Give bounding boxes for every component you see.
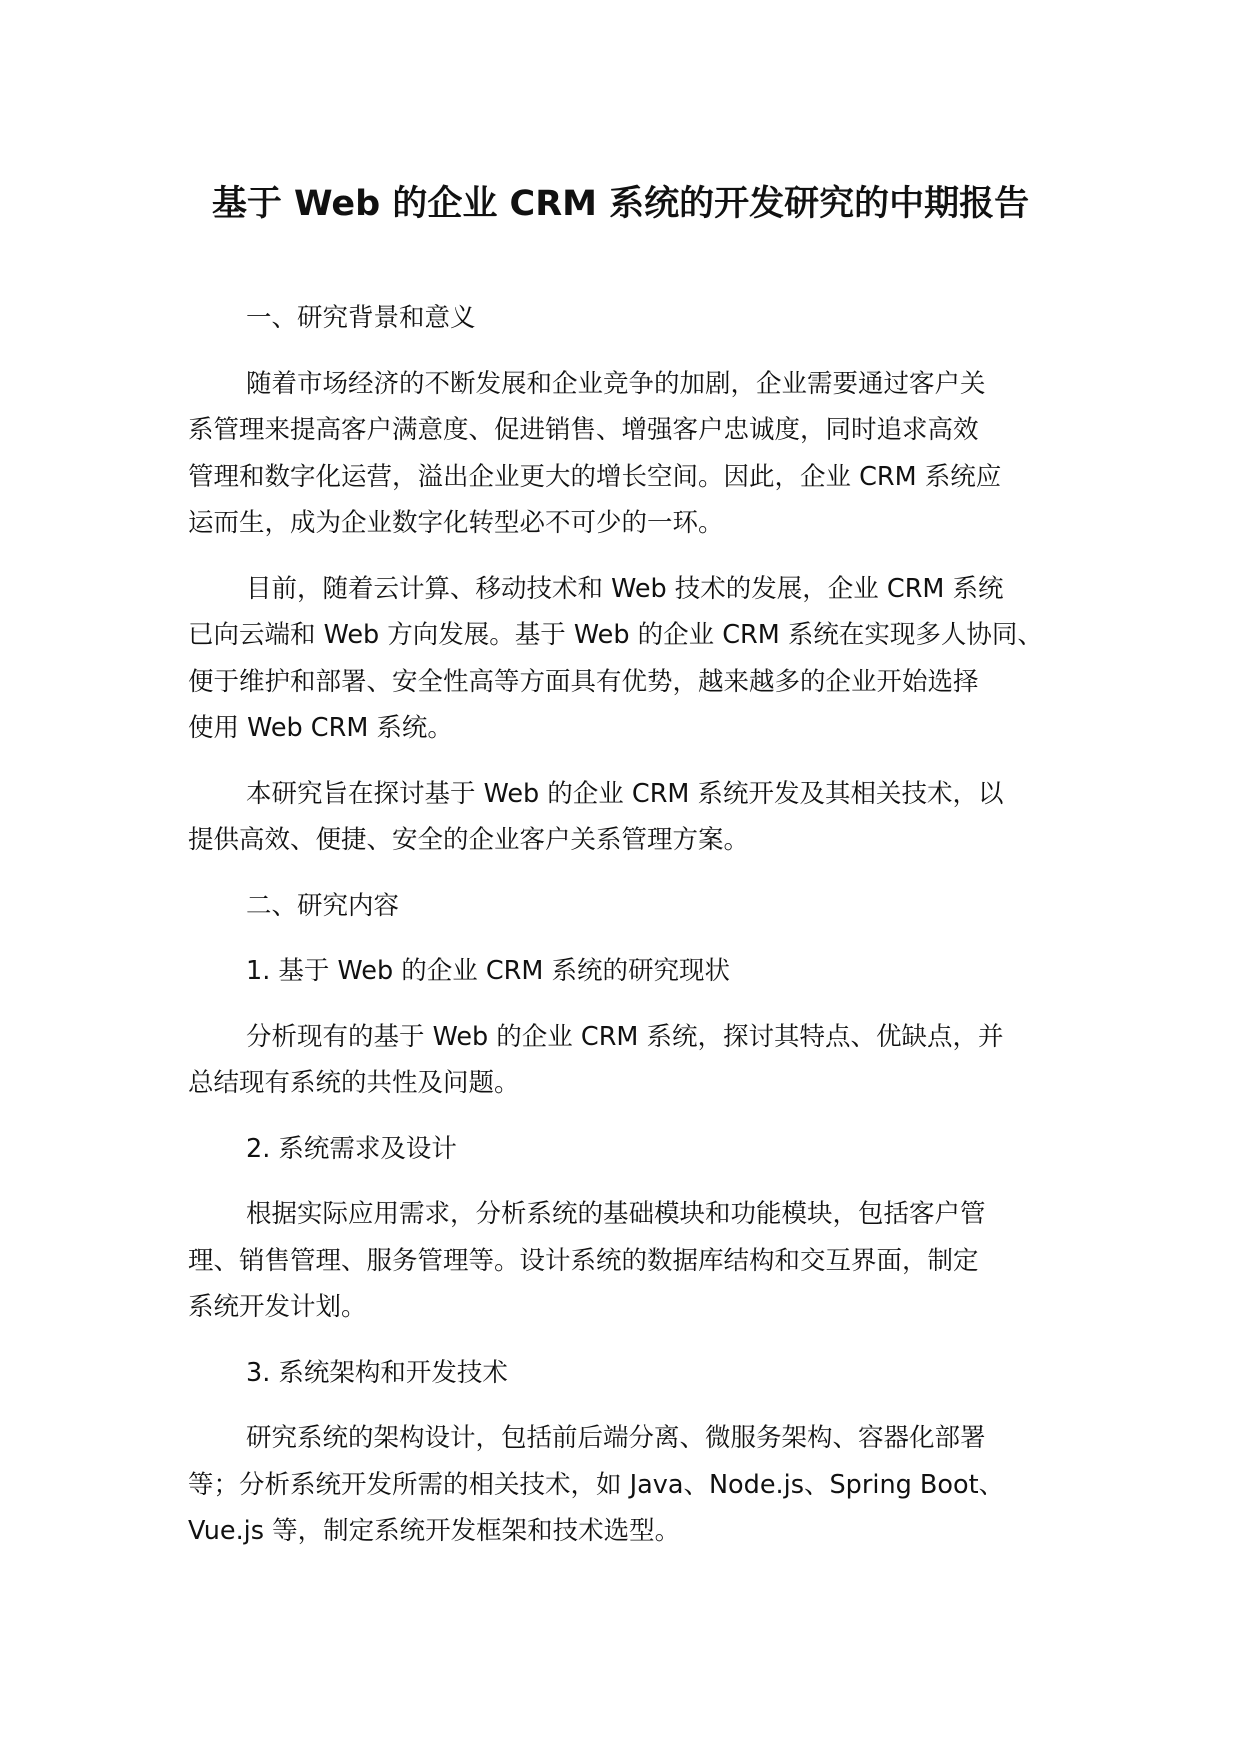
text-line: 目前，随着云计算、移动技术和 Web 技术的发展，企业 CRM 系统 [246, 573, 1004, 604]
paragraph [188, 566, 1068, 752]
section-heading [188, 295, 1068, 342]
text-line: 已向云端和 Web 方向发展。基于 Web 的企业 CRM 系统在实现多人协同、 [188, 620, 1043, 650]
text-line: 2. 系统需求及设计 [246, 1133, 457, 1164]
paragraph [188, 1415, 1068, 1555]
paragraph [188, 1191, 1068, 1331]
subsection-heading [188, 948, 1068, 995]
text-line: 随着市场经济的不断发展和企业竞争的加剧，企业需要通过客户关 [246, 368, 986, 399]
text-line: 分析现有的基于 Web 的企业 CRM 系统，探讨其特点、优缺点，并 [246, 1021, 1004, 1052]
text-line: 1. 基于 Web 的企业 CRM 系统的研究现状 [246, 956, 730, 986]
text-line: 3. 系统架构和开发技术 [246, 1357, 508, 1388]
text-line: 总结现有系统的共性及问题。 [188, 1068, 520, 1098]
text-line: Vue.js 等，制定系统开发框架和技术选型。 [188, 1516, 681, 1546]
paragraph [188, 771, 1068, 864]
text-line: 本研究旨在探讨基于 Web 的企业 CRM 系统开发及其相关技术，以 [246, 778, 1004, 809]
text-line: 使用 Web CRM 系统。 [188, 713, 453, 743]
text-line: 运而生，成为企业数字化转型必不可少的一环。 [188, 508, 724, 538]
text-line: 研究系统的架构设计，包括前后端分离、微服务架构、容器化部署 [246, 1423, 986, 1453]
subsection-heading [188, 1126, 1068, 1173]
text-line: 二、研究内容 [246, 890, 400, 921]
document-title: 基于 Web 的企业 CRM 系统的开发研究的中期报告 [211, 184, 1030, 224]
text-line: 便于维护和部署、安全性高等方面具有优势，越来越多的企业开始选择 [188, 666, 979, 697]
text-line: 理、销售管理、服务管理等。设计系统的数据库结构和交互界面，制定 [188, 1245, 979, 1276]
document-body [188, 295, 1068, 1555]
text-line: 一、研究背景和意义 [246, 303, 476, 333]
section-heading [188, 883, 1068, 930]
text-line: 系管理来提高客户满意度、促进销售、增强客户忠诚度，同时追求高效 [188, 415, 979, 445]
paragraph [188, 1014, 1068, 1107]
text-line: 等；分析系统开发所需的相关技术，如 Java、Node.js、Spring Boot、 [188, 1469, 1005, 1500]
text-line: 系统开发计划。 [188, 1292, 367, 1322]
paragraph [188, 361, 1068, 547]
subsection-heading [188, 1350, 1068, 1397]
text-line: 根据实际应用需求，分析系统的基础模块和功能模块，包括客户管 [246, 1199, 986, 1229]
text-line: 管理和数字化运营，溢出企业更大的增长空间。因此，企业 CRM 系统应 [188, 461, 1002, 492]
text-line: 提供高效、便捷、安全的企业客户关系管理方案。 [188, 825, 750, 855]
